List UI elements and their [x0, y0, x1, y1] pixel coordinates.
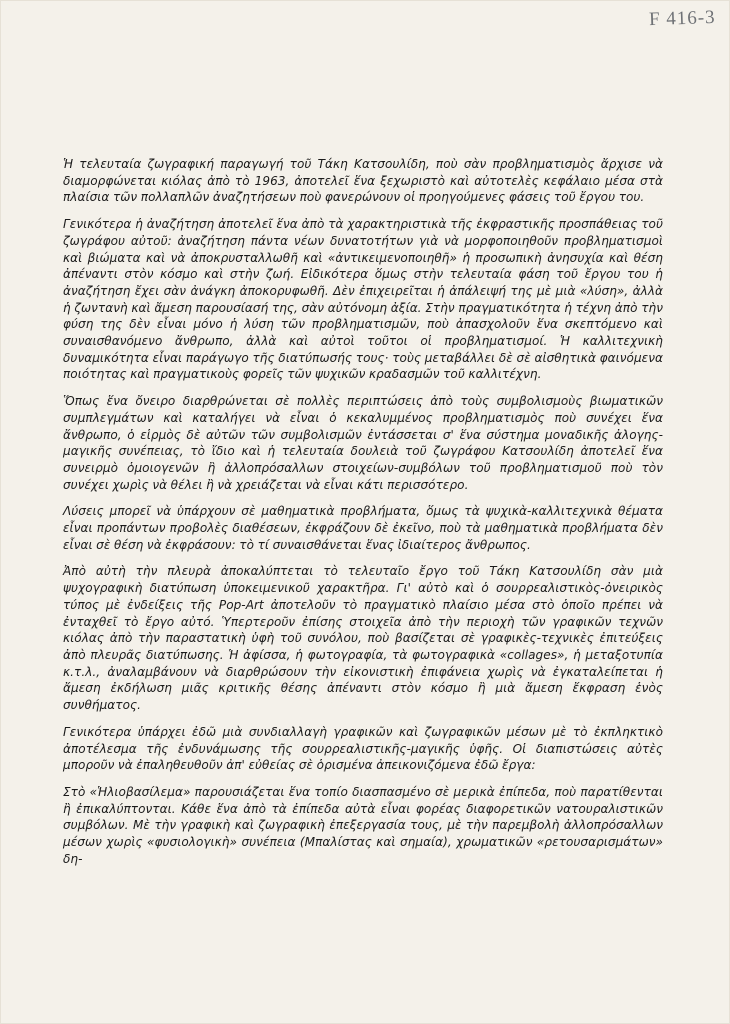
paragraph-3: Ὅπως ἕνα ὄνειρο διαρθρώνεται σὲ πολλὲς περιπτώσεις ἀπὸ τοὺς συμβολισμοὺς βιωματικῶν συμπλεγμάτων καὶ καταλήγει νὰ εἶναι ὁ κεκαλυμμένος προβληματισμὸς ποὺ συνέχει ἕνα ἄνθρωπο, ὁ εἱρμὸς δὲ αὐτῶν τῶν συμβολισμῶν ἐντάσσεται σ' ἕνα σύστημα μοναδικῆς ἀλογης-μαγικῆς συνέπειας, τὸ ἴδιο καὶ ἡ τελευταία δουλειὰ τοῦ ζωγράφου Κατσουλίδη ἀποτελεῖ ἕνα συνειρμὸ ὁμοιογενῶν ἢ ἀλλοπρόσαλλων στοιχείων-συμβόλων τοῦ προβληματισμοῦ ποὺ τὸν συνέχει χωρὶς νὰ θέλει ἢ νὰ χρειάζεται νὰ εἶναι κάτι περισσότερο.: [63, 394, 663, 492]
paragraph-5: Ἀπὸ αὐτὴ τὴν πλευρὰ ἀποκαλύπτεται τὸ τελευταῖο ἔργο τοῦ Τάκη Κατσουλίδη σὰν μιὰ ψυχογραφικὴ διατύπωση ὑποκειμενικοῦ χαρακτῆρα. Γι' αὐτὸ καὶ ὁ σουρρεαλιστικὸς-ὀνειρικὸς τύπος μὲ ἐνδείξεις τῆς Pop-Art ἀποτελοῦν τὸ πραγματικὸ πλαίσιο μέσα στὸ ὁποῖο πρέπει νὰ ἐνταχθεῖ τὸ ἔργο αὐτό. Ὑπερτεροῦν ἐπίσης στοιχεῖα ἀπὸ τὴν περιοχὴ τῶν γραφικῶν τεχνῶν κιόλας ἀπὸ τὴν παραστατικὴ ὑφὴ τοῦ συνόλου, ποὺ βασίζεται σὲ γραφικὲς-τεχνικὲς ἐπιτεύξεις ἀπὸ πλευρᾶς διατύπωσης. Ἡ ἀφίσσα, ἡ φωτογραφία, τὰ φωτογραφικὰ «collages», ἡ μεταξοτυπία κ.τ.λ., ἀναλαμβάνουν νὰ διαρθρώσουν τὴν εἰκονιστικὴ ἐπιφάνεια χωρὶς νὰ ἐγκαταλείπεται ἡ ἄμεση ἐκδήλωση μιᾶς κριτικῆς θέσης ἀπέναντι στὸν κόσμο ἢ μιὰ ἄμεση ἔκφραση ἑνὸς συνθήματος.: [63, 564, 663, 713]
essay-body: [63, 156, 663, 877]
paragraph-7: Στὸ «Ἡλιοβασίλεμα» παρουσιάζεται ἕνα τοπίο διασπασμένο σὲ μερικὰ ἐπίπεδα, ποὺ παρατίθενται ἢ ἐπικαλύπτονται. Κάθε ἕνα ἀπὸ τὰ ἐπίπεδα αὐτὰ εἶναι φορέας διαφορετικῶν νατουραλιστικῶν συμβόλων. Μὲ τὴν γραφικὴ καὶ ζωγραφικὴ ἐπεξεργασία τους, μὲ τὴν παρεμβολὴ ἀλλοπρόσαλλων μέσων χωρὶς «φυσιολογικὴ» συνέπεια (Μπαλίστας καὶ σημαία), χρωματικῶν «ρετουσαρισμάτων» δη-: [63, 784, 663, 866]
paragraph-4: Λύσεις μπορεῖ νὰ ὑπάρχουν σὲ μαθηματικὰ προβλήματα, ὅμως τὰ ψυχικὰ-καλλιτεχνικὰ θέματα εἶναι προπάντων προβολὲς διαθέσεων, ἐκφράζουν δὲ ἐκεῖνο, ποὺ τὰ μαθηματικὰ προβλήματα δὲν εἶναι σὲ θέση νὰ ἐκφράσουν: τὸ τί συναισθάνεται ἕνας ἰδιαίτερος ἄνθρωπος.: [63, 504, 663, 552]
paragraph-1: Ἡ τελευταία ζωγραφική παραγωγή τοῦ Τάκη Κατσουλίδη, ποὺ σὰν προβληματισμὸς ἄρχισε νὰ διαμορφώνεται κιόλας ἀπὸ τὸ 1963, ἀποτελεῖ ἕνα ξεχωριστὸ καὶ αὐτοτελὲς κεφάλαιο μέσα στὰ πλαίσια τῶν πολλαπλῶν ἀναζητήσεων ποὺ φανερώνουν οἱ προηγούμενες φάσεις τοῦ ἔργου του.: [63, 157, 663, 205]
paragraph-2: Γενικότερα ἡ ἀναζήτηση ἀποτελεῖ ἕνα ἀπὸ τὰ χαρακτηριστικὰ τῆς ἐκφραστικῆς προσπάθειας τοῦ ζωγράφου αὐτοῦ: ἀναζήτηση πάντα νέων δυνατοτήτων γιὰ νὰ μορφοποιηθοῦν προβληματισμοὶ καὶ βιώματα καὶ νὰ ἀποκρυσταλλωθῆ καὶ «ἀντικειμενοποιηθῆ» ἡ προσωπικὴ ἀνησυχία καὶ θέση ἀπέναντι στὸν κόσμο καὶ στὴν ζωή. Εἰδικότερα ὅμως στὴν τελευταία φάση τοῦ ἔργου του ἡ ἀναζήτηση ἔχει σὰν ἀνάγκη ἀποκορυφωθῆ. Δὲν ἐπιχειρεῖται ἡ ἀπάλειψή της μὲ μιὰ «λύση», ἀλλὰ ἡ ζωντανὴ καὶ ἄμεση παρουσίασή της, σὰν αὐτόνομη ἀξία. Στὴν πραγματικότητα ἡ τέχνη ἀπὸ τὴν φύση της δὲν εἶναι μόνο ἡ λύση τῶν προβληματισμῶν, ποὺ ἀπασχολοῦν ἕνα σκεπτόμενο καὶ συναισθανόμενο ἄνθρωπο, ἀλλὰ καὶ αὐτοὶ τοῦτοι οἱ προβληματισμοί. Ἡ καλλιτεχνικὴ δυναμικότητα εἶναι παράγωγο τῆς διατύπωσής τους· τοὺς μεταβάλλει δὲ σὲ αἰσθητικὰ φαινόμενα ποιότητας καὶ πραγματικοὺς φορεῖς τῶν ψυχικῶν κραδασμῶν τοῦ καλλιτέχνη.: [63, 217, 663, 382]
archive-reference-mark: F 416-3: [648, 6, 717, 31]
paragraph-6: Γενικότερα ὑπάρχει ἐδῶ μιὰ συνδιαλλαγὴ γραφικῶν καὶ ζωγραφικῶν μέσων μὲ τὸ ἐκπληκτικὸ ἀποτέλεσμα τῆς ἐνδυνάμωσης τῆς σουρρεαλιστικῆς-μαγικῆς ὑφῆς. Οἱ διαπιστώσεις αὐτὲς μποροῦν νὰ ἐπαληθευθοῦν ἀπ' εὐθείας σὲ ὁρισμένα ἀπεικονιζόμενα ἐδῶ ἔργα:: [63, 724, 663, 773]
